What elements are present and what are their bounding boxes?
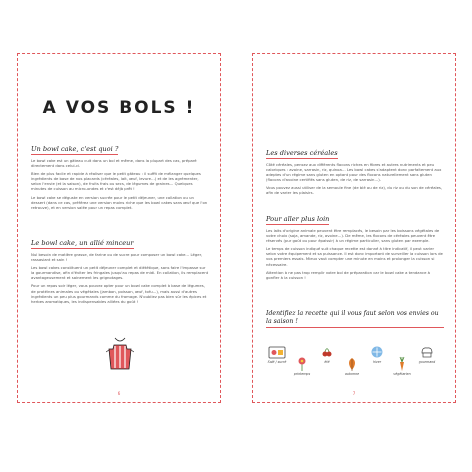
legend-item-sale	[263, 344, 291, 364]
printemps-icon	[294, 356, 310, 372]
section-cereales	[266, 140, 444, 199]
icon-label: gourmand	[418, 360, 436, 364]
section-aller-plus-loin	[266, 206, 444, 283]
legend-item-printemps	[288, 356, 316, 376]
section-heading: Pour aller plus loin	[266, 215, 330, 223]
page-title: A VOS BOLS !	[42, 98, 196, 118]
paragraph: Nul besoin de matière grasse, de farine ou de sucre pour composer un bowl cake… Léger, rassasiant et sain !	[31, 252, 203, 263]
icon-label: hiver	[372, 360, 382, 364]
paragraph: Les bowl cakes constituent un petit déjeuner complet et diététique, sans faire l'impasse sur la gourmandise, afin d'éviter les fringales jusqu'au repas de midi. En collation, ils remplacent avantageusement et sainement les grignotages.	[31, 265, 209, 281]
section-allie-minceur	[31, 230, 209, 307]
sale-icon	[267, 344, 287, 360]
page-number: 7	[352, 391, 356, 396]
recipe-icons-legend	[263, 344, 448, 396]
right-page	[252, 53, 456, 403]
paragraph: Le bowl cake se déguste en version sucrée pour le petit déjeuner, une collation ou un dessert (dans ce cas, préférez une version moins riche que les bowl cakes sans œuf que l'on retrouve), et en version salée pour un repas complet.	[31, 194, 208, 210]
paragraph: Les laits d'origine animale peuvent être remplacés, le besoin par les boissons végétales de votre choix (soja, amande, riz, avoine…). De même, les flocons de céréales peuvent être réservés (pur goût ou pour épaissir) à un régime particulier, sans gluten par exemple.	[266, 228, 440, 244]
section-heading: Un bowl cake, c'est quoi ?	[31, 145, 119, 153]
paragraph: Pour un repas soir léger, vous pouvez opter pour un bowl cake complet à base de légumes, de protéines animales ou végétales (jambon, poisson, œuf, tofu…), mais aussi d'autres ingrédients un peu plus gourmands comme du fromage. N'oubliez pas bien sûr les épices et herbes aromatiques, les indispensables alliées du goût !	[31, 283, 207, 304]
icon-label: printemps	[293, 372, 311, 376]
icon-label: végétarien	[393, 372, 411, 376]
section-identifiez	[266, 308, 444, 331]
legend-item-ete	[313, 344, 341, 364]
paragraph: Attention à ne pas trop remplir votre bol de préparation car le bowl cake a tendance à gonfler à la cuisson !	[266, 269, 430, 280]
paragraph: Bien de plus facile et rapide à réaliser que le petit gâteau : il suffit de mélanger quelques ingrédients de base de nos placards (céréales, lait, œuf, levure…) et de les agrémenter, selon l'envie (et la saison), de fruits frais ou secs, de légumes de graines… Quelques minutes de cuisson au micro-ondes et c'est déjà prêt !	[31, 171, 201, 192]
gourmand-icon	[419, 344, 435, 360]
section-heading: Le bowl cake, un allié minceur	[31, 239, 134, 247]
legend-item-hiver	[363, 344, 391, 364]
icon-label: été	[324, 360, 330, 364]
legend-item-vegetarien	[388, 356, 416, 376]
automne-icon	[344, 356, 360, 372]
paragraph: Vous pouvez aussi utiliser de la semoule fine (de blé ou de riz), du riz ou du son de céréales, afin de varier les plaisirs.	[266, 185, 443, 196]
paragraph: Le bowl cake est un gâteau cuit dans un bol et même, dans la plupart des cas, préparé directement dans celui-ci.	[31, 158, 197, 169]
vegetarien-icon	[394, 356, 410, 372]
section-heading: Les diverses céréales	[266, 149, 338, 157]
page-number: 6	[117, 391, 121, 396]
apron-icon	[106, 336, 134, 370]
section-heading: Identifiez la recette qui il vous faut selon vos envies ou la saison !	[266, 310, 444, 328]
paragraph: Côté céréales, pensez aux différents flocons riches en fibres et autres nutriments et peu caloriques : avoine, sarrasin, riz, quinoa… Les bowl cakes s'adaptent donc parfaitement aux adeptes d'un régime sans gluten en optant pour des flocons naturellement sans gluten (flocons d'avoine certifiés sans gluten, de riz, de sarrasin…).	[266, 162, 442, 183]
legend-item-gourmand	[413, 344, 441, 364]
legend-item-automne	[338, 356, 366, 376]
section-bowl-cake-quoi	[31, 136, 209, 213]
hiver-icon	[369, 344, 385, 360]
icon-label: Salé / sucré	[267, 360, 287, 364]
ete-icon	[319, 344, 335, 360]
paragraph: Le temps de cuisson indiqué suit chaque recette est donné à titre indicatif, il peut varier selon votre équipement et sa puissance. Il est donc important de surveiller la cuisson lors de vos premiers essais. Mieux vaut compter une minute en moins et prolonger la cuisson si nécessaire.	[266, 246, 443, 267]
left-page	[17, 53, 221, 403]
icon-label: automne	[344, 372, 360, 376]
